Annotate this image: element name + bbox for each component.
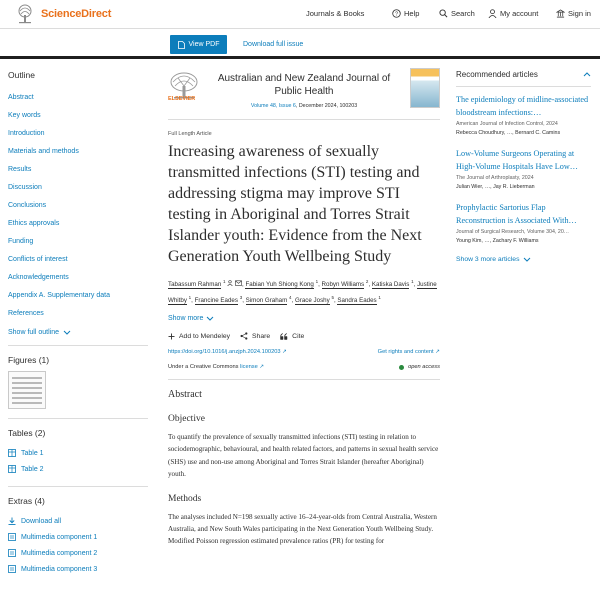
table-link-label: Table 1	[21, 449, 44, 457]
add-to-mendeley-label: Add to Mendeley	[179, 332, 231, 340]
open-access-label: open access	[408, 364, 440, 371]
figures-heading: Figures (1)	[8, 355, 50, 365]
person-icon	[227, 280, 233, 286]
doi-link[interactable]	[168, 349, 287, 355]
external-link-icon: ↗	[435, 349, 440, 356]
download-all-link[interactable]	[8, 513, 148, 529]
tables-heading: Tables (2)	[8, 428, 46, 438]
author-affiliation: 2	[365, 279, 369, 284]
journal-banner	[168, 68, 440, 120]
show-full-outline-label: Show full outline	[8, 329, 59, 336]
doi-row	[168, 349, 440, 355]
author-affiliation: 1	[411, 279, 414, 284]
elsevier-tree-icon	[14, 3, 36, 25]
my-account-link[interactable]	[488, 9, 538, 18]
outline-item-conclusions[interactable]: Conclusions	[8, 202, 47, 209]
add-to-mendeley-button[interactable]	[168, 332, 230, 340]
outline-item-discussion[interactable]: Discussion	[8, 184, 42, 191]
elsevier-wordmark: ELSEVIER	[168, 96, 196, 102]
download-icon	[8, 517, 16, 525]
multimedia-link-3[interactable]	[8, 561, 148, 577]
recommended-article	[456, 94, 591, 136]
chevron-up-icon	[583, 72, 591, 77]
show-more-label: Show more	[168, 315, 204, 323]
cite-button[interactable]	[280, 332, 304, 340]
table-icon	[8, 465, 16, 473]
article-main	[168, 68, 440, 548]
author-name[interactable]: Simon Graham	[245, 297, 288, 305]
author-affiliation: 1	[315, 279, 319, 284]
license-row	[168, 364, 440, 370]
my-account-label: My account	[500, 9, 539, 18]
user-icon	[488, 9, 497, 18]
recommended-article-title[interactable]: Prophylactic Sartorius Flap Reconstruction is Associated With…	[456, 203, 577, 225]
multimedia-link-2[interactable]	[8, 545, 148, 561]
outline-item-conflicts-of-interest[interactable]: Conflicts of interest	[8, 256, 68, 263]
outline-item-results[interactable]: Results	[8, 166, 32, 173]
table-icon	[8, 449, 16, 457]
article-toolbar	[0, 30, 600, 59]
license-prefix: Under a Creative Commons	[168, 364, 241, 371]
author-affiliation: 1	[188, 295, 192, 301]
methods-text: The analyses included N=198 sexually active 16–24-year-olds from Central Australia, Western Australia, and New South Wales participating in the Next Generation Youth Wellbeing Study. Modified Poisson regression estimated prevalence ratios (PR) for testing for	[168, 512, 437, 546]
help-icon	[392, 9, 401, 18]
license-link[interactable]: license	[240, 364, 258, 371]
multimedia-link-label: Multimedia component 3	[21, 565, 98, 573]
recommended-header[interactable]	[456, 70, 591, 79]
author-name[interactable]: Francine Eades	[194, 297, 238, 305]
journals-books-link[interactable]	[306, 9, 364, 18]
brand-name: ScienceDirect	[41, 8, 112, 20]
sciencedirect-logo[interactable]	[14, 3, 111, 25]
objective-text: To quantify the prevalence of sexually transmitted infections (STI) testing in relation to sociodemographic, behavioural, and health related factors, and patterns in sexual health service (SHS) use and non-use among Aboriginal and Torres Strait Islander (hereafter Aboriginal) youth.	[168, 433, 439, 478]
multimedia-link-label: Multimedia component 2	[21, 549, 98, 557]
journal-issue-info	[204, 103, 404, 109]
issue-date-id: , December 2024, 100203	[295, 103, 358, 109]
multimedia-link-label: Multimedia component 1	[21, 533, 98, 541]
author-affiliation: 1	[223, 279, 226, 284]
table-link-2[interactable]	[8, 461, 148, 477]
recommended-article-journal: Journal of Surgical Research, Volume 304, 20…	[456, 229, 570, 235]
multimedia-link-1[interactable]	[8, 529, 148, 545]
volume-issue-link[interactable]: Volume 48, Issue 6	[250, 103, 296, 109]
tables-list	[8, 445, 148, 477]
view-pdf-button[interactable]	[170, 35, 227, 54]
show-more-button[interactable]	[168, 315, 440, 322]
author-list: Tabassum Rahman $^1$ , Fabian Yuh Shiong Kong $^1$, Robyn Williams $^2$, Katiska Davis $^1$, Justine Whitby $^1$, Francine Eades $^3$, Simon Graham $^4$, Grace Joshy $^5$, Sandra Eades $^1$	[168, 279, 437, 305]
article-title: Increasing awareness of sexually transmitted infections (STI) testing and addressing stigma may improve STI testing in Aboriginal and Torres Strait Islander youth: Evidence from the Next Generation Youth Wellbeing Study	[168, 143, 422, 265]
sidebar-divider	[8, 345, 148, 346]
author-name[interactable]: Sandra Eades	[337, 297, 377, 305]
share-icon	[240, 332, 248, 340]
outline-heading: Outline	[8, 70, 35, 80]
extras-heading: Extras (4)	[8, 496, 45, 506]
view-pdf-label: View PDF	[188, 41, 220, 48]
chevron-down-icon	[523, 257, 531, 262]
help-link[interactable]	[392, 9, 419, 18]
section-divider	[168, 379, 440, 380]
author-name[interactable]: Tabassum Rahman	[168, 281, 222, 289]
share-label: Share	[252, 332, 271, 340]
outline-item-abstract[interactable]: Abstract	[8, 94, 34, 101]
recommended-article-authors: Young Kim, …, Zachary F. Williams	[456, 238, 539, 244]
author-name[interactable]: Katiska Davis	[371, 281, 410, 289]
outline-item-introduction[interactable]: Introduction	[8, 130, 45, 137]
right-sidebar	[456, 70, 591, 263]
recommended-article-authors: Rebecca Choudhury, …, Bernard C. Camins	[456, 130, 561, 136]
outline-item-appendix-a[interactable]: Appendix A. Supplementary data	[8, 292, 110, 299]
author-affiliation: 4	[289, 295, 292, 301]
cite-label: Cite	[292, 332, 305, 340]
recommended-article-title[interactable]: Low-Volume Surgeons Operating at High-Volume Hospitals Have Low…	[456, 149, 578, 171]
recommended-article-authors: Julian Wier, …, Jay R. Lieberman	[456, 184, 535, 190]
figure-thumbnail[interactable]	[8, 371, 46, 409]
outline-item-references[interactable]: References	[8, 310, 44, 317]
outline-item-materials-methods[interactable]: Materials and methods	[8, 148, 79, 155]
article-type: Full Length Article	[168, 131, 212, 137]
show-more-articles-button[interactable]	[456, 256, 591, 263]
plus-icon	[168, 333, 175, 340]
abstract-heading: Abstract	[168, 389, 202, 401]
email-icon	[235, 280, 242, 286]
rights-content-label: Get rights and content	[377, 349, 434, 356]
methods-heading: Methods	[168, 493, 202, 504]
journal-title[interactable]: Australian and New Zealand Journal of Public Health	[217, 73, 391, 97]
share-button[interactable]	[240, 332, 270, 340]
institution-icon	[556, 9, 565, 18]
chevron-down-icon	[206, 316, 214, 321]
author-name[interactable]: Fabian Yuh Shiong Kong	[245, 281, 314, 289]
recommended-article-journal: American Journal of Infection Control, 2024	[456, 121, 558, 127]
search-icon	[439, 9, 448, 18]
extras-list	[8, 513, 148, 577]
download-full-issue-link[interactable]: Download full issue	[243, 41, 304, 48]
show-full-outline-button[interactable]	[8, 329, 148, 336]
journals-books-label: Journals & Books	[306, 9, 365, 18]
open-access-badge	[399, 364, 440, 370]
file-icon	[8, 533, 16, 541]
doi-link-text: https://doi.org/10.1016/j.anzjph.2024.100203	[168, 349, 281, 356]
download-all-label: Download all	[21, 517, 62, 525]
left-sidebar	[8, 70, 148, 577]
help-label: Help	[404, 9, 420, 18]
search-link[interactable]	[439, 9, 475, 18]
site-header	[0, 0, 600, 29]
external-link-icon: ↗	[259, 364, 265, 371]
show-more-articles-label: Show 3 more articles	[456, 256, 520, 263]
author-affiliation: 1	[378, 295, 381, 301]
recommended-heading: Recommended articles	[456, 70, 538, 79]
author-affiliation: 3	[239, 295, 243, 301]
file-icon	[8, 565, 16, 573]
external-link-icon: ↗	[282, 349, 287, 356]
sign-in-link[interactable]	[556, 9, 591, 18]
chevron-down-icon	[63, 330, 71, 335]
pdf-icon	[178, 41, 185, 49]
sidebar-divider	[456, 86, 591, 87]
journal-cover-image[interactable]	[410, 68, 440, 108]
outline-item-funding[interactable]: Funding	[8, 238, 34, 245]
recommended-article	[456, 202, 591, 244]
outline-item-key-words[interactable]: Key words	[8, 112, 41, 119]
author-name[interactable]: Grace Joshy	[294, 297, 330, 305]
outline-item-acknowledgements[interactable]: Acknowledgements	[8, 274, 69, 281]
recommended-article-title[interactable]: The epidemiology of midline-associated bloodstream infections:…	[456, 95, 589, 117]
table-link-label: Table 2	[21, 465, 44, 473]
svg-text:?: ?	[395, 11, 398, 18]
open-access-icon	[399, 365, 404, 370]
recommended-article	[456, 148, 591, 190]
recommended-article-journal: The Journal of Arthroplasty, 2024	[456, 175, 534, 181]
sidebar-divider	[8, 418, 148, 419]
license-text	[168, 364, 264, 370]
author-name[interactable]: Robyn Williams	[321, 281, 365, 289]
outline-item-ethics-approvals[interactable]: Ethics approvals	[8, 220, 60, 227]
outline-list	[8, 93, 148, 327]
author-affiliation: 5	[331, 295, 334, 301]
table-link-1[interactable]	[8, 445, 148, 461]
file-icon	[8, 549, 16, 557]
sidebar-divider	[8, 486, 148, 487]
author-name[interactable]: Justine Whitby	[168, 281, 437, 305]
rights-content-link[interactable]	[378, 349, 440, 355]
sign-in-label: Sign in	[568, 9, 591, 18]
objective-heading: Objective	[168, 414, 205, 425]
quote-icon	[280, 333, 288, 340]
article-actions	[168, 332, 440, 340]
search-label: Search	[451, 9, 475, 18]
